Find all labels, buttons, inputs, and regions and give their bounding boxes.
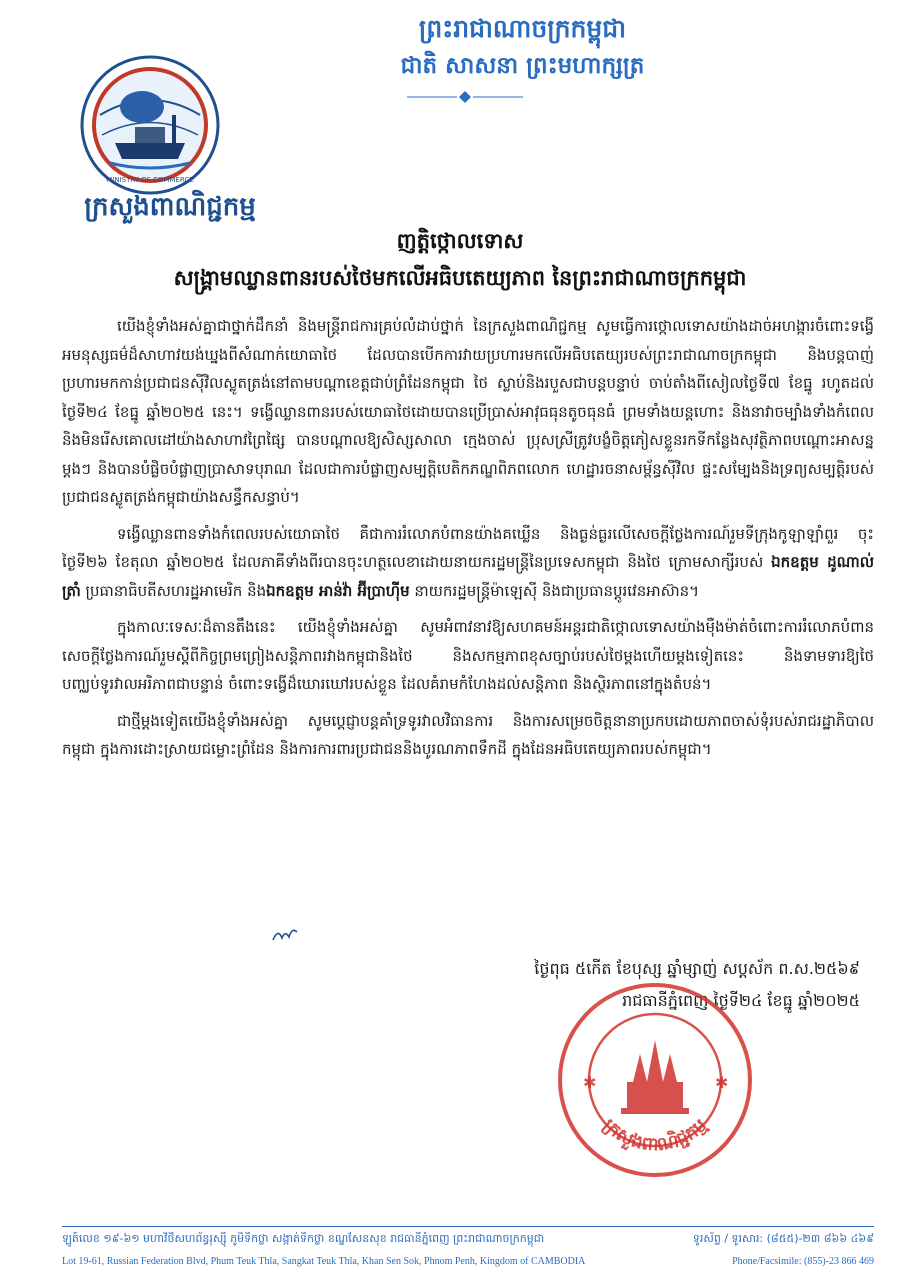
paragraph-2-text-c: ប្រធានាធិបតីសហរដ្ឋអាមេរិក និង (80, 581, 267, 600)
footer-english (62, 1256, 874, 1267)
date-solar: រាជធានីភ្នំពេញ ថ្ងៃទី២៤ ខែធ្នូ ឆ្នាំ២០២៥ (622, 991, 860, 1010)
svg-text:MINISTRY OF COMMERCE: MINISTRY OF COMMERCE (106, 176, 194, 184)
paragraph-2-text-a: ទង្វើឈ្លានពានទាំងកំពេលរបស់យោធាថៃ គឺជាការរំលោភបំពានយ៉ាងគឃ្លើន និងធ្ងន់ធ្ងរលើសេចក្តីថ្លែងការណ៍រួមទីក្រុងកូឡាឡាំពួរ ចុះថ្ងៃទី២៦ ខែតុលា ឆ្នាំ២០២៥ ដែលភាគីទាំងពីរបានចុះហត្ថលេខាដោយនាយករដ្ឋមន្ត្រីនៃប្រទេសកម្ពុជា និងថៃ ក្រោមសាក្សីរបស់ (62, 524, 874, 571)
document-subtitle: សង្គ្រាមឈ្លានពានរបស់ថៃមកលើអធិបតេយ្យភាព នៃព្រះរាជាណាចក្រកម្ពុជា (173, 266, 747, 290)
paragraph-2-name-anwar: ឯកឧត្តម អាន់វ៉ា អ៊ីប្រាហ៊ីម (266, 581, 410, 600)
ministry-name: ក្រសួងពាណិជ្ជកម្ម (84, 192, 256, 222)
ministry-logo (80, 55, 220, 195)
paragraph-2 (62, 520, 874, 606)
footer-khmer (62, 1232, 874, 1248)
footer-address-en: Lot 19-61, Russian Federation Blvd, Phum Teuk Thla, Sangkat Teuk Thla, Khan Sen Sok, Phnom Penh, Kingdom of CAMBODIA (62, 1256, 586, 1267)
paragraph-4 (62, 707, 874, 764)
date-lunar: ថ្ងៃពុធ ៥កើត ខែបុស្ស ឆ្នាំម្សាញ់ សប្តស័ក ព.ស.២៥៦៩ (534, 959, 860, 978)
svg-text:✱: ✱ (715, 1073, 729, 1092)
document-body (62, 312, 874, 772)
paragraph-3 (62, 613, 874, 699)
paragraph-1 (62, 312, 874, 512)
paragraph-1-text: យើងខ្ញុំទាំងអស់គ្នាជាថ្នាក់ដឹកនាំ និងមន្ត្រីរាជការគ្រប់លំដាប់ថ្នាក់ នៃក្រសួងពាណិជ្ជកម្ម សូមធ្វើការថ្កោលទោសយ៉ាងដាច់អហង្ការចំពោះទង្វើអមនុស្សធម៌ដ៏សាហាវយង់ឃ្នងពីសំណាក់យោធាថៃ ដែលបានបើកការវាយប្រហារមកលើអធិបតេយ្យរបស់ព្រះរាជាណាចក្រកម្ពុជា និងបន្តបាញ់ប្រហារមកកាន់ប្រជាជនស៊ីវិលស្លូតត្រង់នៅតាមបណ្តាខេត្តជាប់ព្រំដែនកម្ពុជា ថៃ ស្លាប់និងរបួសជាបន្តបន្ទាប់ ចាប់តាំងពីសៀលថ្ងៃទី៧ ខែធ្នូ រហូតដល់ថ្ងៃទី២៤ ខែធ្នូ ឆ្នាំ២០២៥ នេះ។ ទង្វើឈ្លានពានរបស់យោធាថៃដោយបានប្រើប្រាស់អាវុធធុនតូចធុនធំ ព្រមទាំងយន្តហោះ និងនាវាចម្បាំងទាំងកំពេលនិងមិនរើសគោលដៅយ៉ាងសាហាវព្រៃផ្សៃ បានបណ្តាលឱ្យសិស្សសាលា ក្មេងចាស់ ប្រុសស្រីត្រូវបង្ខំចិត្តភៀសខ្លួនរកទីកន្លែងសុវត្ថិភាពបណ្តោះអាសន្នម្តងៗ និងបានបំផ្លិចបំផ្លាញប្រាសាទបុរាណ ដែលជាការបំផ្លាញសម្បត្តិបេតិកភណ្ឌពិភពលោក ហេដ្ឋារចនាសម្ព័ន្ធស៊ីវិល ផ្ទះសម្បែងនិងទ្រព្យសម្បត្តិរបស់ប្រជាជនស្លូតត្រង់កម្ពុជាយ៉ាងសន្ធឹកសន្ធាប់។ (62, 317, 874, 506)
document-title: ញត្តិថ្កោលទោស (396, 229, 524, 253)
paragraph-2-text-e: នាយករដ្ឋមន្ត្រីម៉ាឡេស៊ី និងជាប្រធានប្តូរវេនអាស៊ាន។ (409, 581, 700, 600)
kingdom-heading: ព្រះរាជាណាចក្រកម្ពុជា (418, 14, 627, 43)
paragraph-4-text: ជាថ្មីម្តងទៀតយើងខ្ញុំទាំងអស់គ្នា សូមប្តេជ្ញាបន្តគាំទ្រទូរវាលវិធានការ និងការសម្រេចចិត្តនានាប្រកបដោយភាពចាស់ទុំរបស់រាជរដ្ឋាភិបាលកម្ពុជា ក្នុងការដោះស្រាយជម្លោះព្រំដែន និងការការពារប្រជាជននិងបូរណភាពទឹកដី ក្នុងដែនអធិបតេយ្យភាពរបស់កម្ពុជា។ (62, 711, 874, 758)
svg-text:ក្រសួងពាណិជ្ជកម្ម (599, 1115, 711, 1156)
footer-phone-en: Phone/Facsimile: (855)-23 866 469 (732, 1256, 874, 1267)
footer-divider (62, 1226, 874, 1227)
initials-mark (270, 924, 300, 946)
footer-phone-kh: ទូរស័ព្ទ / ទូរសារ: (៨៥៥)-២៣ ៨៦៦ ៤៦៩ (692, 1232, 874, 1245)
footer-address-kh: ឡូត៍លេខ ១៩-៦១ មហាវិថីសហព័ន្ធរុស្ស៊ី ភូមិទឹកថ្លា សង្កាត់ទឹកថ្លា ខណ្ឌសែនសុខ រាជធានីភ្នំពេញ ព្រះរាជាណាចក្រកម្ពុជា (62, 1232, 545, 1245)
national-motto: ជាតិ សាសនា ព្រះមហាក្សត្រ (400, 53, 645, 79)
paragraph-3-text: ក្នុងកាលៈទេសៈដ៏តានតឹងនេះ យើងខ្ញុំទាំងអស់គ្នា សូមអំពាវនាវឱ្យសហគមន៍អន្តរជាតិថ្កោលទោសយ៉ាងម៉ឺងម៉ាត់ចំពោះការរំលោភបំពាន សេចក្តីថ្លែងការណ៍រួមស្តីពីកិច្ចព្រមព្រៀងសន្តិភាពរវាងកម្ពុជានិងថៃ និងសកម្មភាពខុសច្បាប់របស់ថៃម្តងហើយម្តងទៀតនេះ និងទាមទារឱ្យថៃបញ្ឈប់ទូរវាលអរិភាពជាបន្ទាន់ ចំពោះទង្វើដ៏ឃោរឃៅរបស់ខ្លួន ដែលគំរាមកំហែងដល់សន្តិភាព និងស្ថិរភាពនៅក្នុងតំបន់។ (62, 618, 874, 693)
paragraph-2-name-trump: ឯកឧត្តម ដូណាល់ ត្រាំ (62, 553, 874, 600)
seal-text: ក្រសួងពាណិជ្ជកម្ម (598, 1114, 712, 1156)
svg-text:✱: ✱ (583, 1073, 597, 1092)
official-seal (555, 980, 755, 1180)
ornament-divider (405, 90, 525, 104)
